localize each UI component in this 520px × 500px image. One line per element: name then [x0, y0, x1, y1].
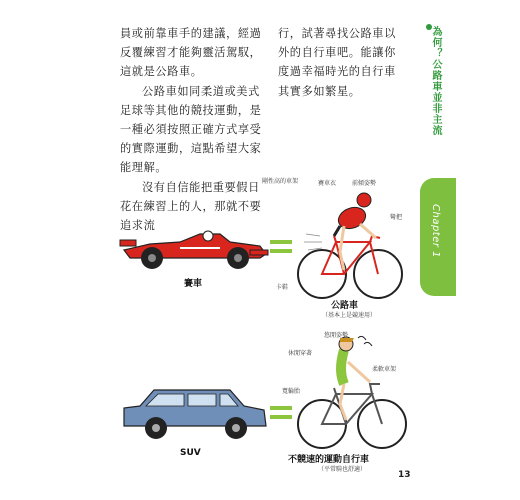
equals-sign-top: [270, 240, 292, 253]
label-wide-handle: 寬輪胎: [282, 388, 301, 395]
paragraph: 員或前靠車手的建議，經過反覆練習才能夠靈活駕馭，這就是公路車。: [120, 27, 262, 79]
casual-bike-caption: 不競速的運動自行車: [288, 455, 370, 465]
label-drop-handlebar: 彎把: [390, 214, 403, 221]
paragraph: 行，試著尋找公路車以外的自行車吧。能讓你度過幸福時光的自行車其實多如繁星。: [278, 27, 396, 98]
body-text-right: [278, 24, 402, 101]
label-stiff-frame: 剛性高的車架: [262, 178, 299, 185]
casual-bike-subcaption: （平常騎也舒適）: [318, 466, 367, 473]
road-bike-subcaption: （基本上是競速用）: [322, 312, 377, 319]
body-text-left: [120, 24, 270, 235]
race-car-caption: 賽車: [184, 279, 203, 289]
running-header: 為何？公路車並非主流: [430, 26, 441, 136]
label-casual-wear: 休閒穿著: [288, 350, 313, 357]
label-forward-posture: 前傾姿勢: [352, 180, 377, 187]
race-car-illustration: [120, 222, 270, 272]
page-number: 13: [398, 470, 411, 480]
paragraph: 沒有自信能把重要假日花在練習上的人，那就不要追求流: [120, 180, 262, 233]
label-clipless: 卡鞋: [276, 284, 289, 291]
label-upright-posture: 悠閒姿勢: [324, 332, 349, 339]
chapter-label: Chapter 1: [430, 204, 441, 259]
label-race-jersey: 賽車衣: [318, 180, 337, 187]
road-bike-illustration: [300, 182, 403, 302]
suv-illustration: [120, 386, 270, 442]
label-soft-saddle: 柔軟車架: [372, 366, 397, 373]
paragraph: 公路車如同柔道或美式足球等其他的競技運動，是一種必須按照正確方式享受的實際運動，這點希望大家能理解。: [120, 84, 262, 175]
equals-sign-bottom: [270, 406, 292, 419]
road-bike-caption: 公路車: [331, 301, 359, 311]
suv-caption: SUV: [180, 448, 201, 458]
casual-bike-illustration: [300, 334, 410, 454]
